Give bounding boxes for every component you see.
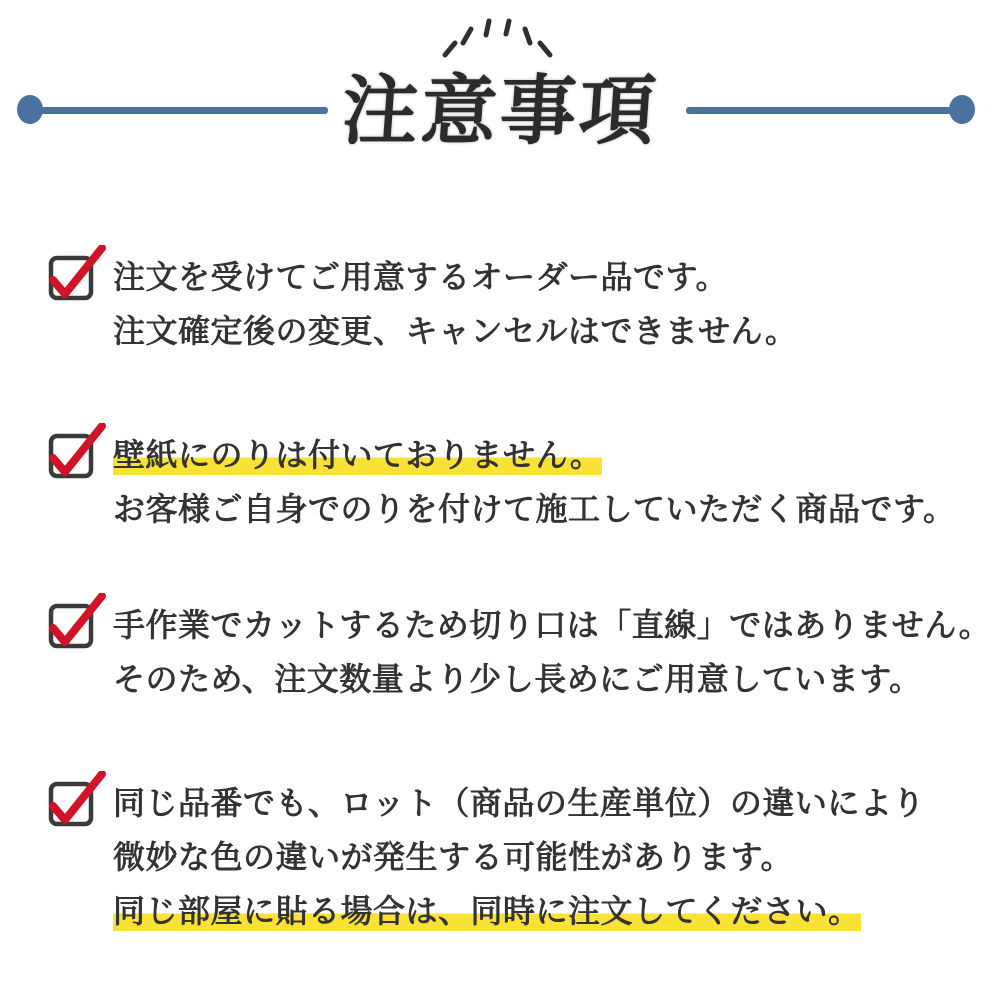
notice-line: 微妙な色の違いが発生する可能性があります。 bbox=[113, 839, 793, 875]
notice-line: 注文確定後の変更、キャンセルはできません。 bbox=[113, 313, 798, 349]
checked-checkbox-icon bbox=[44, 423, 106, 481]
page-title: 注意事項 bbox=[339, 69, 661, 154]
notice-line: そのため、注文数量より少し長めにご用意しています。 bbox=[113, 661, 922, 697]
notice-item-glue bbox=[44, 428, 955, 536]
notice-item-order bbox=[44, 250, 797, 358]
checked-checkbox-icon bbox=[44, 593, 106, 651]
notice-line: 手作業でカットするため切り口は「直線」ではありません。 bbox=[113, 607, 992, 643]
notice-line: 注文を受けてご用意するオーダー品です。 bbox=[113, 259, 728, 295]
burst-rays-icon bbox=[436, 14, 566, 62]
notice-item-text bbox=[113, 776, 925, 938]
notice-item-text bbox=[113, 250, 797, 358]
notice-line-highlighted: 壁紙にのりは付いておりません。 bbox=[113, 437, 603, 473]
notice-item-cut bbox=[44, 598, 991, 706]
notice-item-text bbox=[113, 428, 955, 536]
accent-line-right bbox=[686, 107, 962, 114]
notice-line: 同じ品番でも、ロット（商品の生産単位）の違いにより bbox=[113, 785, 925, 821]
checked-checkbox-icon bbox=[44, 771, 106, 829]
notice-line: お客様ご自身でのりを付けて施工していただく商品です。 bbox=[113, 491, 956, 527]
notice-line-highlighted: 同じ部屋に貼る場合は、同時に注文してください。 bbox=[113, 893, 861, 929]
notice-item-text bbox=[113, 598, 991, 706]
notice-item-lot bbox=[44, 776, 925, 938]
checked-checkbox-icon bbox=[44, 245, 106, 303]
accent-dot-right bbox=[949, 95, 975, 124]
